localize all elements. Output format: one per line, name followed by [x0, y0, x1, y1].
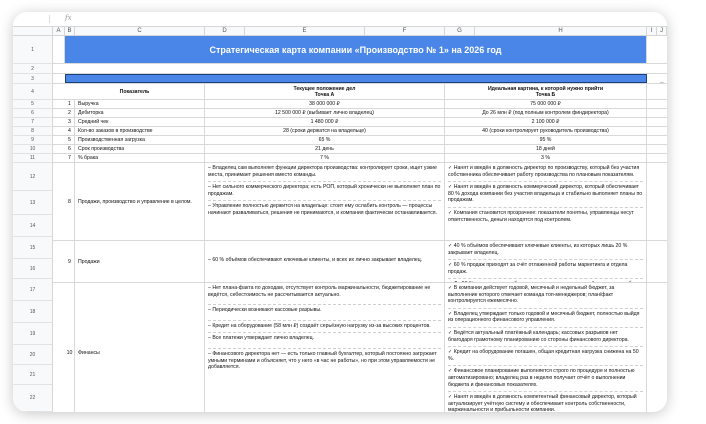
metric-target: До 26 млн ₽ (под полным контролем финдиректора) [445, 109, 647, 117]
section-name: Продажи, производство и управление в целом. [75, 163, 205, 240]
metric-name: Дебиторка [75, 109, 205, 117]
ideal-state-header: Идеальная картина, к которой нужно прийти Точка Б [445, 84, 647, 99]
metric-name: % брака [75, 154, 205, 162]
section-current: – Нет плана-факта по доходам, отсутствует контроль маржинальности, бюджетирование не ведётся, себестоимость не рассчитывается актуально. – Периодически возникают кассовые разрывы. – Кредит на оборудование (58 млн ₽) создаёт серьёзную нагрузку из-за высоких процентов. – Все платежи утверждает лично владелец. – Финансового директора нет — есть только главный бухгалтер, который постоянно загружает умными терминами и объясняет, что у него «в час не работы», но при этом управляемости не добавляется. [205, 283, 445, 412]
row-number: 6 [65, 145, 75, 153]
table-row [53, 154, 667, 163]
metric-current: 28 (сроки держатся на владельце) [205, 127, 445, 135]
section-name: Финансы [75, 283, 205, 412]
column-header-g[interactable]: G [445, 27, 475, 36]
metric-name: Производственная загрузка [75, 136, 205, 144]
row-header[interactable]: 9 [13, 136, 53, 145]
metric-current: 1 480 000 ₽ [205, 118, 445, 126]
row-number: 2 [65, 109, 75, 117]
metric-current: 12 500 000 ₽ (выбивает лично владелец) [205, 109, 445, 117]
metric-target: 75 000 000 ₽ [445, 100, 647, 108]
page-title: Стратегическая карта компании «Производство № 1» на 2026 год [65, 36, 647, 63]
section-target: ✓ Нанят и введён в должность директор по производству, который без участия собственника обеспечивает работу производства по плановым показателям. ✓ Нанят и введён в должность коммерческий директор, который обеспечивает 80 % дохода компании без участия владельца и стабильно выполняет планы по продажам. ✓ Компания становится прозрачнее: показатели понятны, управленцы несут ответственность, деньги находятся под контролем. [445, 163, 647, 240]
section-current: – Владелец сам выполняет функции директора производства: контролирует сроки, ищет узкие места, принимает решения вместо команды. – Нет сильного коммерческого директора; есть РОП, который хронически не выполняет план по продажам. – Управление полностью держится на владельце: стоит ему ослабить контроль — процессы начинают разваливаться, решения не принимаются, и компания фактически останавливается. [205, 163, 445, 240]
row-header[interactable]: 17 [13, 279, 53, 301]
table-row [53, 136, 667, 145]
table-row [53, 109, 667, 118]
row-header[interactable]: 20 [13, 345, 53, 365]
table-row [53, 118, 667, 127]
row-header[interactable]: 22 [13, 385, 53, 412]
row-header[interactable]: 21 [13, 365, 53, 385]
row-header[interactable]: 6 [13, 109, 53, 118]
row-header[interactable]: 19 [13, 323, 53, 345]
row-number: 10 [65, 283, 75, 412]
row-header[interactable]: 4 [13, 84, 53, 100]
metric-name: Выручка [75, 100, 205, 108]
resize-arrow-icon[interactable]: ⇔ [659, 80, 665, 86]
row-header[interactable]: 18 [13, 301, 53, 323]
row-number: 9 [65, 241, 75, 282]
row-header[interactable]: 11 [13, 154, 53, 163]
table-row [53, 163, 667, 241]
row-header[interactable]: 13 [13, 191, 53, 215]
metric-current: 65 % [205, 136, 445, 144]
metric-target: 2 100 000 ₽ [445, 118, 647, 126]
metric-target: 3 % [445, 154, 647, 162]
row-number: 7 [65, 154, 75, 162]
table-row [53, 283, 667, 412]
row-number: 8 [65, 163, 75, 240]
column-header-a[interactable]: A [53, 27, 65, 36]
metric-target: 95 % [445, 136, 647, 144]
column-header-d[interactable]: D [205, 27, 245, 36]
current-state-header: Текущее положение дел Точка А [205, 84, 445, 99]
table-row [53, 145, 667, 154]
metric-target: 18 дней [445, 145, 647, 153]
fx-icon: fx [65, 14, 72, 22]
metric-current: 7 % [205, 154, 445, 162]
row-header[interactable]: 7 [13, 118, 53, 127]
row-header[interactable]: 5 [13, 100, 53, 109]
formula-bar[interactable] [13, 12, 667, 27]
column-header-e[interactable]: E [245, 27, 365, 36]
row-number: 3 [65, 118, 75, 126]
row-header[interactable]: 10 [13, 145, 53, 154]
column-header-j[interactable]: J [657, 27, 667, 36]
column-header-f[interactable]: F [365, 27, 445, 36]
column-header-h[interactable]: H [475, 27, 647, 36]
metric-current: 38 000 000 ₽ [205, 100, 445, 108]
metric-target: 40 (сроки контролирует руководитель производства) [445, 127, 647, 135]
table-row [53, 100, 667, 109]
column-header-i[interactable]: I [647, 27, 657, 36]
metric-name: Кол-во заказов в производстве [75, 127, 205, 135]
column-header-b[interactable]: B [65, 27, 75, 36]
row-number: 4 [65, 127, 75, 135]
name-box[interactable] [21, 15, 50, 23]
metric-name: Средний чек [75, 118, 205, 126]
indicator-header: Показатель [65, 84, 205, 99]
row-header[interactable]: 16 [13, 259, 53, 279]
metric-current: 21 день [205, 145, 445, 153]
section-target: ✓ В компании действует годовой, месячный и недельный бюджет, за выполнение которого отвечает команда топ-менеджеров; план/факт контролируется ежемесячно. ✓ Владелец утверждает только годовой и месячный бюджет, полностью выйдя из операционного финансового управления. ✓ Ведётся актуальный платёжный календарь; кассовых разрывов нет благодаря грамотному планированию со стороны финансового директора. ✓ Кредит на оборудование погашен, общая кредитная нагрузка снижена на 50 %. ✓ Финансовое планирование выполняется строго по процедуре и полностью автоматизировано; владелец раз в неделю получает отчёт о выполнении бюджета и финансовых показателях. ✓ Нанят и введён в должность компетентный финансовый директор, который актуализирует учётную систему и обеспечивает контроль собственности, маржинальности и прибыльности компании. [445, 283, 647, 412]
spreadsheet-window [13, 12, 667, 412]
section-target: ✓ 40 % объёмов обеспечивают ключевые клиенты, из которых лишь 20 % закрывает владелец. ✓ 60 % продаж приходят за счёт отлаженной работы маркетинга и отдела продаж. [445, 241, 647, 282]
table-row [53, 241, 667, 283]
row-header[interactable]: 15 [13, 237, 53, 259]
row-header[interactable]: 2 [13, 64, 53, 74]
row-header[interactable]: 1 [13, 36, 53, 64]
row-number: 1 [65, 100, 75, 108]
section-name: Продажи [75, 241, 205, 282]
section-current: – 60 % объёмов обеспечивают ключевые клиенты, и всех их лично закрывает владелец. [205, 241, 445, 282]
select-all-corner[interactable] [13, 27, 53, 36]
row-header[interactable]: 3 [13, 74, 53, 84]
row-header[interactable]: 12 [13, 163, 53, 191]
metric-name: Срок производства [75, 145, 205, 153]
table-row [53, 127, 667, 136]
section-divider [65, 74, 647, 83]
row-header[interactable]: 8 [13, 127, 53, 136]
row-number: 5 [65, 136, 75, 144]
column-header-c[interactable]: C [75, 27, 205, 36]
row-header[interactable]: 14 [13, 215, 53, 237]
